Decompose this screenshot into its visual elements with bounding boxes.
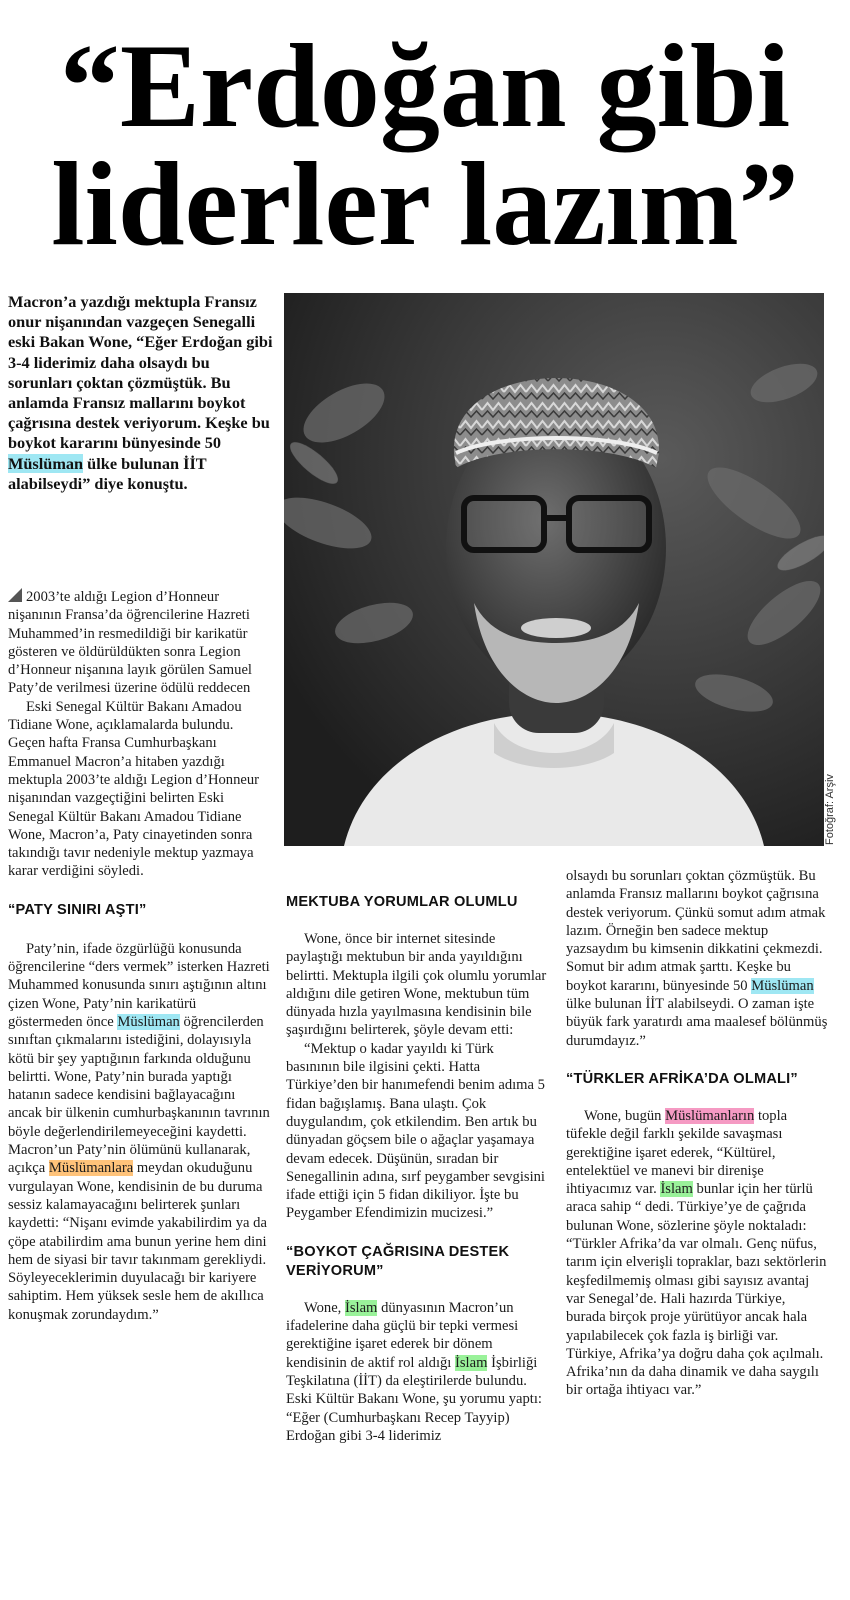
- column-1: [8, 588, 270, 1324]
- headline-line-2: liderler lazım”: [51, 137, 799, 270]
- highlight-islam: İslam: [344, 1299, 378, 1316]
- column-3: [566, 867, 828, 1400]
- col1-paragraph-1: 2003’te aldığı Legion d’Honneur nişanının Fransa’da öğrencilerine Hazreti Muhammed’in resmedildiği bir karikatür gösteren ve öldürüldükten sonra Legion d’Honneur nişanına layık görülen Samuel Paty’de verilmesi üzerine ödülü reddecen: [8, 589, 252, 697]
- highlight-islam: İslam: [455, 1354, 488, 1371]
- highlight-muslims: Müslümanların: [665, 1107, 755, 1124]
- col2-paragraph-1: Wone, önce bir internet sitesinde paylaştığı mektubun bir anda yayıldığını belirtti. Mektupla ilgili çok olumlu yorumlar aldığını dile getiren Wone, mektubun tüm dünyada hızla yayılmasına kendisinin bile şaşırdığını belirterek, şöyle devam etti:: [286, 931, 547, 1039]
- col1-subheading: “PATY SINIRI AŞTI”: [8, 901, 147, 918]
- col2-subheading-2: “BOYKOT ÇAĞRISINA DESTEK VERİYORUM”: [286, 1243, 510, 1279]
- col3-paragraph-2: Wone, bugün Müslümanların topla tüfekle değil farklı şekilde savaşması gerektiğine işaret ederek, “Kültürel, entelektüel ve manevi bir direnişe ihtiyacımız var. İslam bunlar için her türlü araca sahip “ dedi. Türkiye’ye de çağrıda bulunan Wone, sözlerine şöyle noktaladı: “Türkler Afrika’da var olmalı. Genç nüfus, tarım için elverişli topraklar, bazı sektörlerin keşfedilmemiş olması gibi sayısız avantaj var Senegal’de. Hali hazırda Türkiye, burada birçok proje yürütüyor ancak hala yapılabilecek çok fazla iş birliği var. Türkiye, Afrika’ya doğru daha çok açılmalı. Afrika’nın da daha dinamik ve daha saygılı bir ortağa ihtiyacı var.”: [566, 1107, 827, 1399]
- highlight-muslim: Müslüman: [751, 977, 814, 994]
- col2-subheading-1: MEKTUBA YORUMLAR OLUMLU: [286, 894, 518, 910]
- lead-highlight: Müslüman: [8, 453, 84, 473]
- col1-paragraph-3: Paty’nin, ifade özgürlüğü konusunda öğrencilerine “ders vermek” isterken Hazreti Muhammed konusunda sınırı aştığının altını çizen Wone, Paty’nin karikatürü göstermeden önce Müslüman öğrencilerden sınıftan çıkmalarını istediğini, dolayısıyla kötü bir şey yaptığının farkında olduğunu belirtti. Wone, Paty’nin burada yaptığı hatanın sadece kendisini bağlayacağını ancak bir ülkenin cumhurbaşkanının tavrının böyle değerlendirilemeyeceğini kaydetti. Macron’un Paty’nin ölümünü kullanarak, açıkça Müslümanlara meydan okuduğunu vurgulayan Wone, kendisinin de bu duruma sessiz kalamayacağını belirterek şunları kaydetti: “Nişanı evimde yakabilirdim ya da çöpe atabilirdim ama bunun yerine hem dini hem de siyasi bir tavır takınmam gerekliydi. Söyleyeceklerimin duyulacağı bir kariyere sahiptim. Hem yüksek sesle hem de akıllıca konuşmak zorundaydım.”: [8, 940, 270, 1323]
- col2-paragraph-3: Wone, İslam dünyasının Macron’un ifadelerine daha güçlü bir tepki vermesi gerektiğine işaret ederek bir dönem kendisinin de aktif rol aldığı İslam İşbirliği Teşkilatına (İİT) da eleştirilerde bulundu. Eski Kültür Bakanı Wone, şu yorumu yaptı: “Eğer (Cumhurbaşkanı Recep Tayyip) Erdoğan gibi 3-4 liderimiz: [286, 1299, 542, 1444]
- col3-subheading: “TÜRKLER AFRİKA’DA OLMALI”: [566, 1070, 798, 1087]
- lead-paragraph: [8, 292, 278, 494]
- triangle-marker-icon: [8, 588, 22, 602]
- col1-paragraph-2: Eski Senegal Kültür Bakanı Amadou Tidiane Wone, açıklamalarda bulundu. Geçen hafta Fransa Cumhurbaşkanı Emmanuel Macron’a hitaben yazdığı mektupla 2003’te aldığı Legion d’Honneur nişanından vazgeçtiğini belirten Eski Senegal Kültür Bakanı Amadou Tidiane Wone, Macron’a, Paty cinayetinden sonra takındığı tavır nedeniyle mektup yazmaya karar verdiğini söyledi.: [8, 698, 260, 880]
- column-2: [286, 893, 548, 1445]
- col3-paragraph-1: olsaydı bu sorunları çoktan çözmüştük. Bu anlamda Fransız mallarını boykot çağrısına destek veriyorum. Çünkü somut adım atmak lazım. Örneğin ben sadece mektup yazsaydım bu kimsenin dikkatini çekmezdi. Somut bir adım atmak şarttı. Keşke bu boykot kararını, bünyesinde 50 Müslüman ülke bulunan İİT alabilseydi. O zaman işte büyük fark yaratırdı ama maalesef bölünmüş durumdayız.”: [566, 868, 828, 1049]
- headline-line-1: “Erdoğan gibi: [59, 19, 791, 152]
- highlight-muslim: Müslüman: [117, 1013, 180, 1030]
- portrait-photo: [284, 293, 824, 846]
- highlight-muslims: Müslümanlara: [48, 1160, 134, 1177]
- lead-text-start: Macron’a yazdığı mektupla Fransız onur nişanından vazgeçen Senegalli eski Bakan Wone, “Eğer Erdoğan gibi 3-4 liderimiz daha olsaydı bu sorunları çoktan çözmüştük. Bu anlamda Fransız mallarını boykot çağrısına destek veriyorum. Keşke bu boykot kararını bünyesinde 50: [8, 292, 273, 453]
- col2-paragraph-2: “Mektup o kadar yayıldı ki Türk basınının bile ilgisini çekti. Hatta Türkiye’den bir hanımefendi benim adıma 5 fidan bağışlamış. Bana ulaştı. Çok duygulandım, çok etkilendim. Ben artık bu dünyadan göçsem bile o ağaçlar yaşamaya devam edecek. Düşünün, sıradan bir Senegallinin adına, sırf peygamber sevgisini ifade ettiği için 5 fidan dikiliyor. İşte bu Peygamber Efendimizin mucizesi.”: [286, 1040, 545, 1222]
- lead-text-end: ülke bulunan İİT alabilseydi” diye konuştu.: [8, 453, 207, 493]
- highlight-islam: İslam: [660, 1181, 693, 1198]
- photo-credit: Fotoğraf: Arşiv: [824, 774, 836, 845]
